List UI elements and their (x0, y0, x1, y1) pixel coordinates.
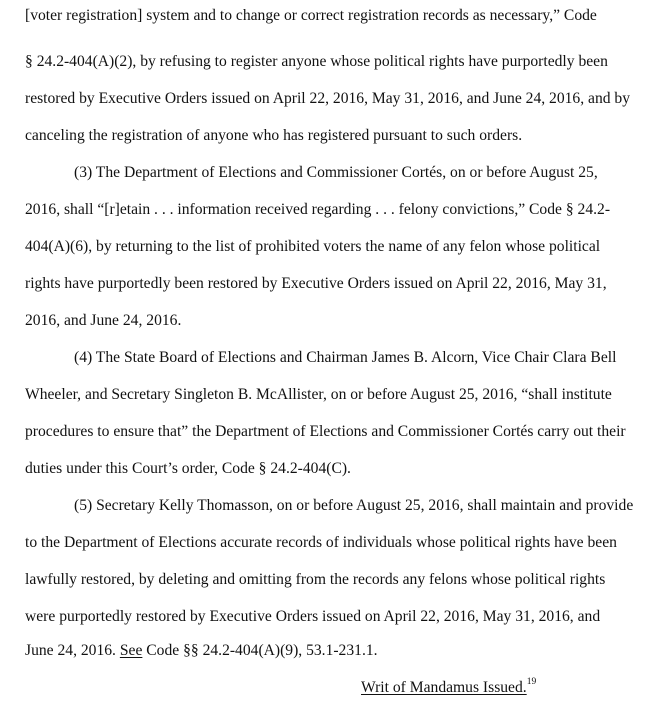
text-line (25, 641, 378, 661)
footnote-marker[interactable]: 19 (526, 676, 537, 687)
text-line: [voter registration] system and to change or correct registration records as necessary,” Code (25, 7, 597, 24)
text-line: canceling the registration of anyone who has registered pursuant to such orders. (25, 127, 523, 144)
text-line: procedures to ensure that” the Department of Elections and Commissioner Cortés carry out their (25, 423, 626, 440)
text-line: rights have purportedly been restored by Executive Orders issued on April 22, 2016, May 31, (25, 275, 607, 292)
text-line: § 24.2-404(A)(2), by refusing to register anyone whose political rights have purportedly been (25, 53, 608, 70)
text-line: duties under this Court’s order, Code § 24.2-404(C). (25, 460, 351, 477)
text-line: 2016, shall “[r]etain . . . information received regarding . . . felony convictions,” Code § 24.2- (25, 201, 611, 218)
citation-lead: June 24, 2016. (25, 642, 120, 659)
see-signal: See (119, 642, 143, 659)
writ-issued-line (361, 678, 536, 698)
text-line: Wheeler, and Secretary Singleton B. McAllister, on or before August 25, 2016, “shall institute (25, 386, 612, 403)
text-line: lawfully restored, by deleting and omitting from the records any felons whose political rights (25, 571, 606, 588)
text-line: restored by Executive Orders issued on April 22, 2016, May 31, 2016, and June 24, 2016, and by (25, 90, 631, 107)
paragraph-4-start: (4) The State Board of Elections and Chairman James B. Alcorn, Vice Chair Clara Bell (74, 349, 617, 366)
text-line: 404(A)(6), by returning to the list of prohibited voters the name of any felon whose political (25, 238, 601, 255)
citation-codes: Code §§ 24.2-404(A)(9), 53.1-231.1. (142, 642, 378, 659)
paragraph-3-start: (3) The Department of Elections and Commissioner Cortés, on or before August 25, (74, 164, 598, 181)
text-line: to the Department of Elections accurate records of individuals whose political rights have been (25, 534, 617, 551)
text-line: 2016, and June 24, 2016. (25, 312, 182, 329)
paragraph-5-start: (5) Secretary Kelly Thomasson, on or before August 25, 2016, shall maintain and provide (74, 497, 634, 514)
writ-issued-text: Writ of Mandamus Issued. (361, 679, 527, 696)
text-line: were purportedly restored by Executive Orders issued on April 22, 2016, May 31, 2016, and (25, 608, 601, 625)
